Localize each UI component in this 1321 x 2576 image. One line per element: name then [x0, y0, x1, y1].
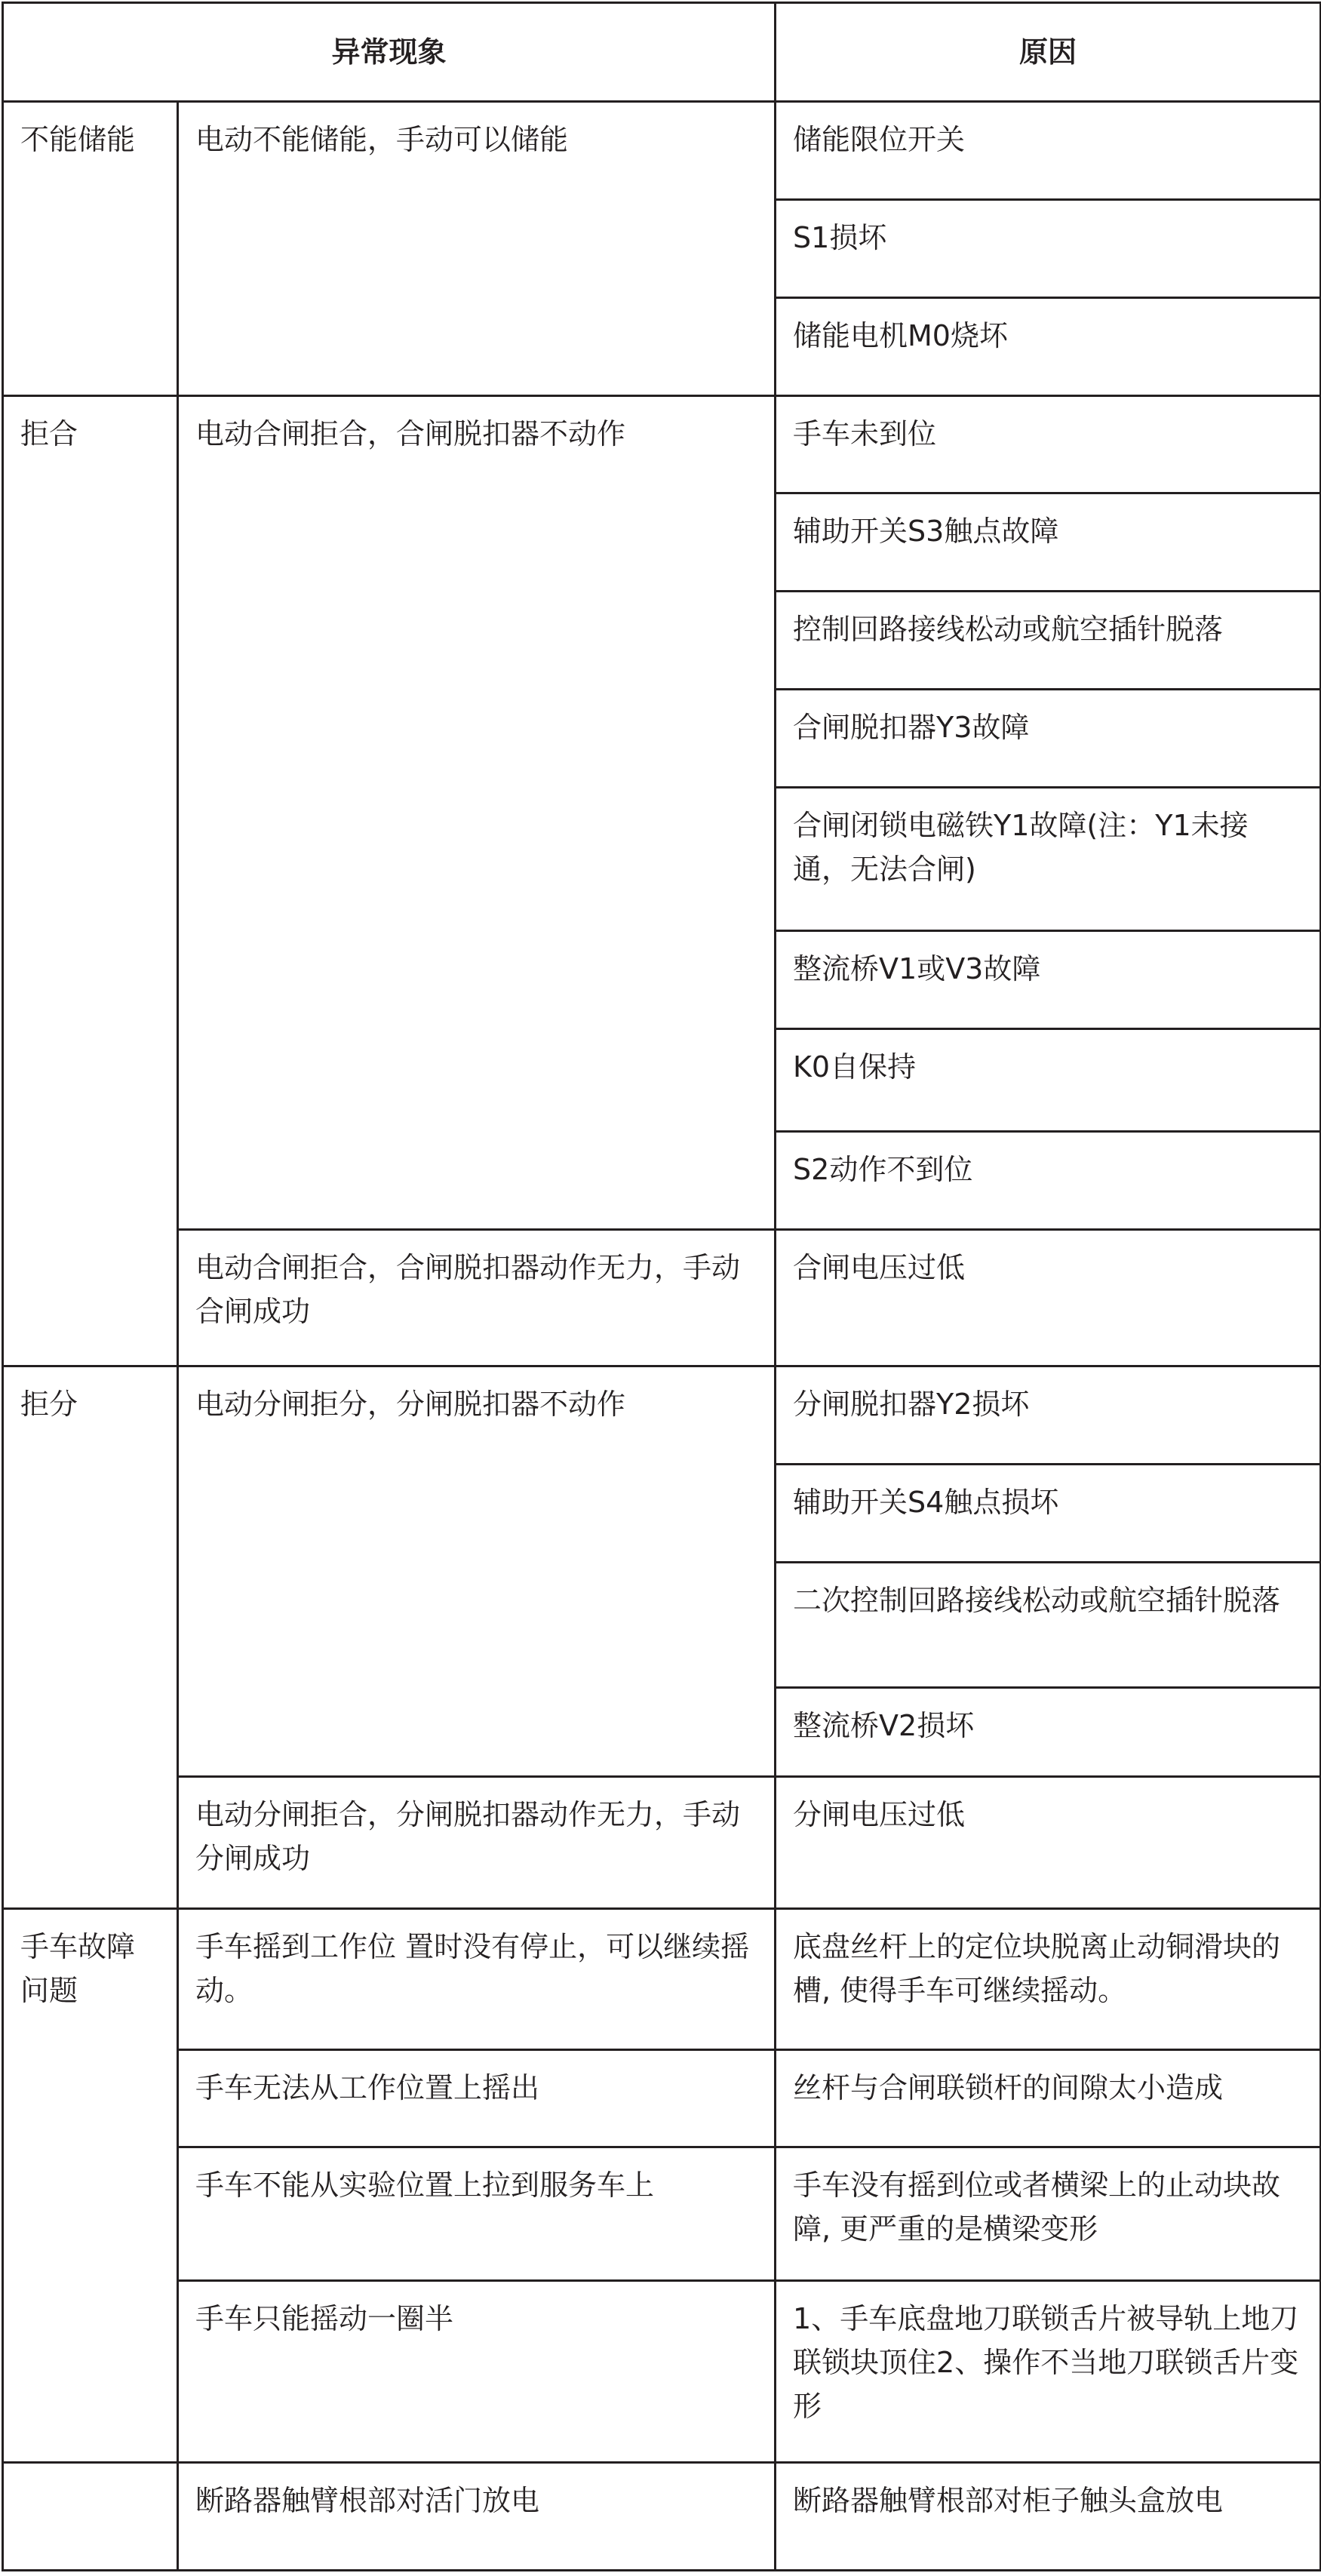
category-cell: 手车故障问题 — [3, 1909, 178, 2463]
cause-cell: 合闸电压过低 — [776, 1230, 1321, 1366]
cause-cell: 合闸闭锁电磁铁Y1故障(注：Y1未接通，无法合闸) — [776, 788, 1321, 931]
phenomenon-cell: 电动分闸拒合，分闸脱扣器动作无力，手动分闸成功 — [178, 1777, 776, 1909]
cause-cell: 手车没有摇到位或者横梁上的止动块故障, 更严重的是横梁变形 — [776, 2147, 1321, 2281]
category-cell — [3, 2463, 178, 2571]
cause-cell: 底盘丝杆上的定位块脱离止动铜滑块的槽, 使得手车可继续摇动。 — [776, 1909, 1321, 2050]
table-row — [3, 2463, 1321, 2571]
cause-cell: 丝杆与合闸联锁杆的间隙太小造成 — [776, 2050, 1321, 2147]
table-row — [3, 396, 1321, 493]
phenomenon-cell: 断路器触臂根部对活门放电 — [178, 2463, 776, 2571]
phenomenon-cell: 手车摇到工作位 置时没有停止，可以继续摇动。 — [178, 1909, 776, 2050]
table-row — [3, 2050, 1321, 2147]
cause-cell: 断路器触臂根部对柜子触头盒放电 — [776, 2463, 1321, 2571]
table-row — [3, 1909, 1321, 2050]
cause-cell: 整流桥V1或V3故障 — [776, 931, 1321, 1029]
cause-cell: 二次控制回路接线松动或航空插针脱落 — [776, 1563, 1321, 1688]
table-row — [3, 1366, 1321, 1465]
cause-cell: 控制回路接线松动或航空插针脱落 — [776, 592, 1321, 690]
table-row — [3, 2281, 1321, 2463]
table-row — [3, 1777, 1321, 1909]
header-row — [3, 3, 1321, 102]
cause-cell: 储能限位开关 — [776, 102, 1321, 200]
category-cell: 拒合 — [3, 396, 178, 1366]
cause-cell: 辅助开关S4触点损坏 — [776, 1465, 1321, 1563]
phenomenon-cell: 电动合闸拒合，合闸脱扣器不动作 — [178, 396, 776, 1230]
category-cell: 拒分 — [3, 1366, 178, 1909]
cause-cell: 合闸脱扣器Y3故障 — [776, 690, 1321, 788]
cause-cell: S1损坏 — [776, 200, 1321, 298]
cause-cell: 1、手车底盘地刀联锁舌片被导轨上地刀联锁块顶住2、操作不当地刀联锁舌片变形 — [776, 2281, 1321, 2463]
table-row — [3, 2147, 1321, 2281]
header-phenomenon: 异常现象 — [3, 3, 776, 102]
phenomenon-cell: 手车只能摇动一圈半 — [178, 2281, 776, 2463]
cause-cell: 辅助开关S3触点故障 — [776, 493, 1321, 592]
cause-cell: 分闸电压过低 — [776, 1777, 1321, 1909]
cause-cell: S2动作不到位 — [776, 1132, 1321, 1230]
phenomenon-cell: 手车无法从工作位置上摇出 — [178, 2050, 776, 2147]
phenomenon-cell: 电动不能储能，手动可以储能 — [178, 102, 776, 396]
cause-cell: 储能电机M0烧坏 — [776, 298, 1321, 396]
header-cause: 原因 — [776, 3, 1321, 102]
phenomenon-cell: 电动分闸拒分，分闸脱扣器不动作 — [178, 1366, 776, 1777]
cause-cell: 整流桥V2损坏 — [776, 1688, 1321, 1777]
table-row — [3, 102, 1321, 200]
cause-cell: K0自保持 — [776, 1029, 1321, 1132]
cause-cell: 分闸脱扣器Y2损坏 — [776, 1366, 1321, 1465]
cause-cell: 手车未到位 — [776, 396, 1321, 493]
table-row — [3, 1230, 1321, 1366]
category-cell: 不能储能 — [3, 102, 178, 396]
phenomenon-cell: 手车不能从实验位置上拉到服务车上 — [178, 2147, 776, 2281]
fault-table — [2, 2, 1321, 2571]
phenomenon-cell: 电动合闸拒合，合闸脱扣器动作无力，手动合闸成功 — [178, 1230, 776, 1366]
